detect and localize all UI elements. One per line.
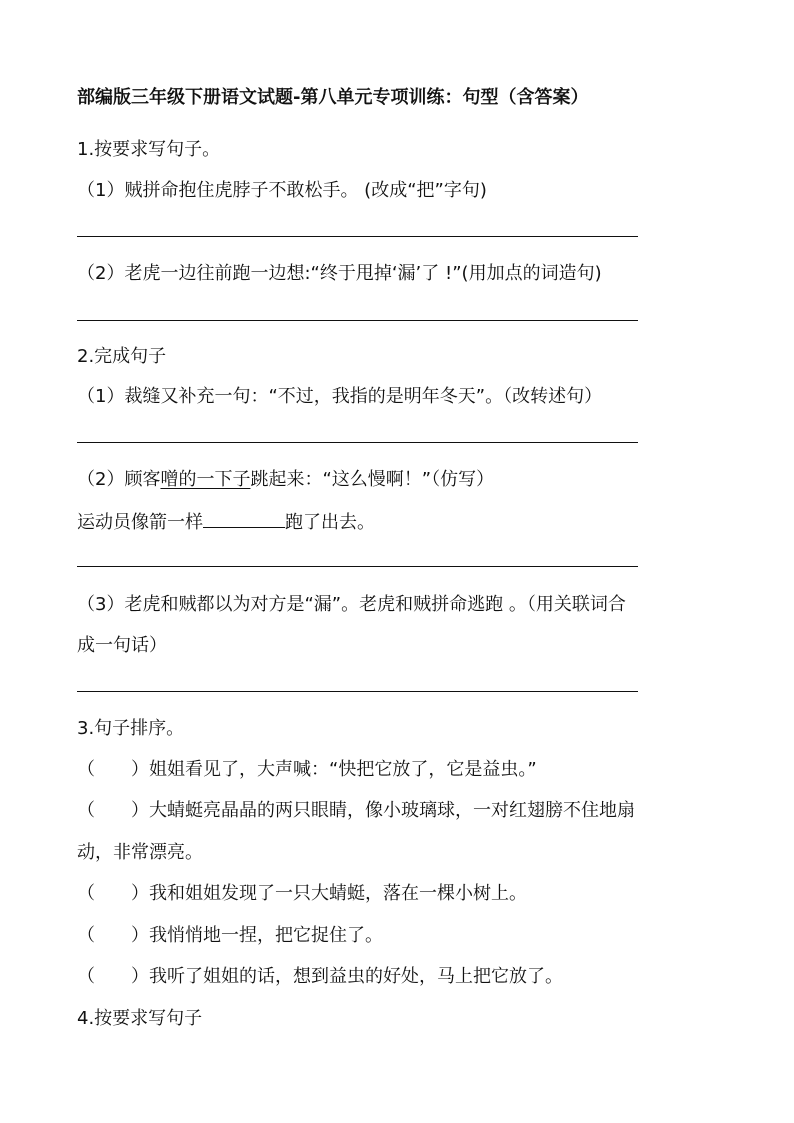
q2-answer-line-3[interactable] [77, 691, 638, 692]
page-title: 部编版三年级下册语文试题-第八单元专项训练：句型（含答案） [77, 87, 589, 108]
q3-item-2-text: 大蜻蜓亮晶晶的两只眼睛，像小玻璃球，一对红翅膀不住地扇 [149, 800, 635, 821]
q1-answer-line-2[interactable] [77, 320, 638, 321]
q2-item-2-fill-sentence [77, 509, 375, 535]
q1-answer-line-1[interactable] [77, 236, 638, 237]
q2-item-2-underlined: 噌的一下子 [160, 469, 251, 490]
q3-item-3 [77, 882, 527, 906]
q4-heading: 4.按要求写句子 [77, 1008, 203, 1029]
q3-heading: 3.句子排序。 [77, 718, 185, 739]
q3-item-2 [77, 799, 635, 823]
q2-item-3-line-2: 成一句话） [77, 635, 167, 656]
q1-item-1: （1）贼拼命抱住虎脖子不敢松手。 (改成“把”字句) [77, 180, 487, 201]
q3-order-box-5[interactable]: （ ） [77, 966, 149, 987]
q1-item-2: （2）老虎一边往前跑一边想:“终于甩掉‘漏’了 !”(用加点的词造句) [77, 263, 602, 284]
q3-order-box-2[interactable]: （ ） [77, 800, 149, 821]
q2-item-2-prefix: （2）顾客 [77, 469, 161, 490]
q2-item-1: （1）裁缝又补充一句：“不过，我指的是明年冬天”。（改转述句） [77, 386, 603, 407]
q3-item-2-text-continued: 动，非常漂亮。 [77, 842, 203, 863]
q2-fill-suffix: 跑了出去。 [285, 512, 375, 533]
q2-answer-line-1[interactable] [77, 442, 638, 443]
q3-item-5-text: 我听了姐姐的话，想到益虫的好处，马上把它放了。 [149, 966, 563, 987]
q2-heading: 2.完成句子 [77, 346, 167, 367]
q3-item-2-continued [77, 841, 203, 865]
q3-item-4-text: 我悄悄地一捏，把它捉住了。 [149, 925, 383, 946]
q2-answer-line-2[interactable] [77, 566, 638, 567]
q3-item-1-text: 姐姐看见了，大声喊：“快把它放了，它是益虫。” [149, 759, 537, 780]
q3-order-box-4[interactable]: （ ） [77, 925, 149, 946]
q2-item-2-suffix: 跳起来：“这么慢啊！”（仿写） [250, 469, 495, 490]
q3-item-4 [77, 924, 383, 948]
q3-item-5 [77, 965, 563, 989]
q1-heading: 1.按要求写句子。 [77, 139, 221, 160]
q2-item-2 [77, 468, 494, 492]
q2-item-3-line-1: （3）老虎和贼都以为对方是“漏”。老虎和贼拼命逃跑 。（用关联词合 [77, 594, 626, 615]
q2-fill-blank[interactable] [203, 509, 285, 528]
q3-order-box-3[interactable]: （ ） [77, 883, 149, 904]
q2-fill-prefix: 运动员像箭一样 [77, 512, 203, 533]
q3-order-box-1[interactable]: （ ） [77, 759, 149, 780]
q3-item-3-text: 我和姐姐发现了一只大蜻蜓，落在一棵小树上。 [149, 883, 527, 904]
q3-item-1 [77, 758, 537, 782]
